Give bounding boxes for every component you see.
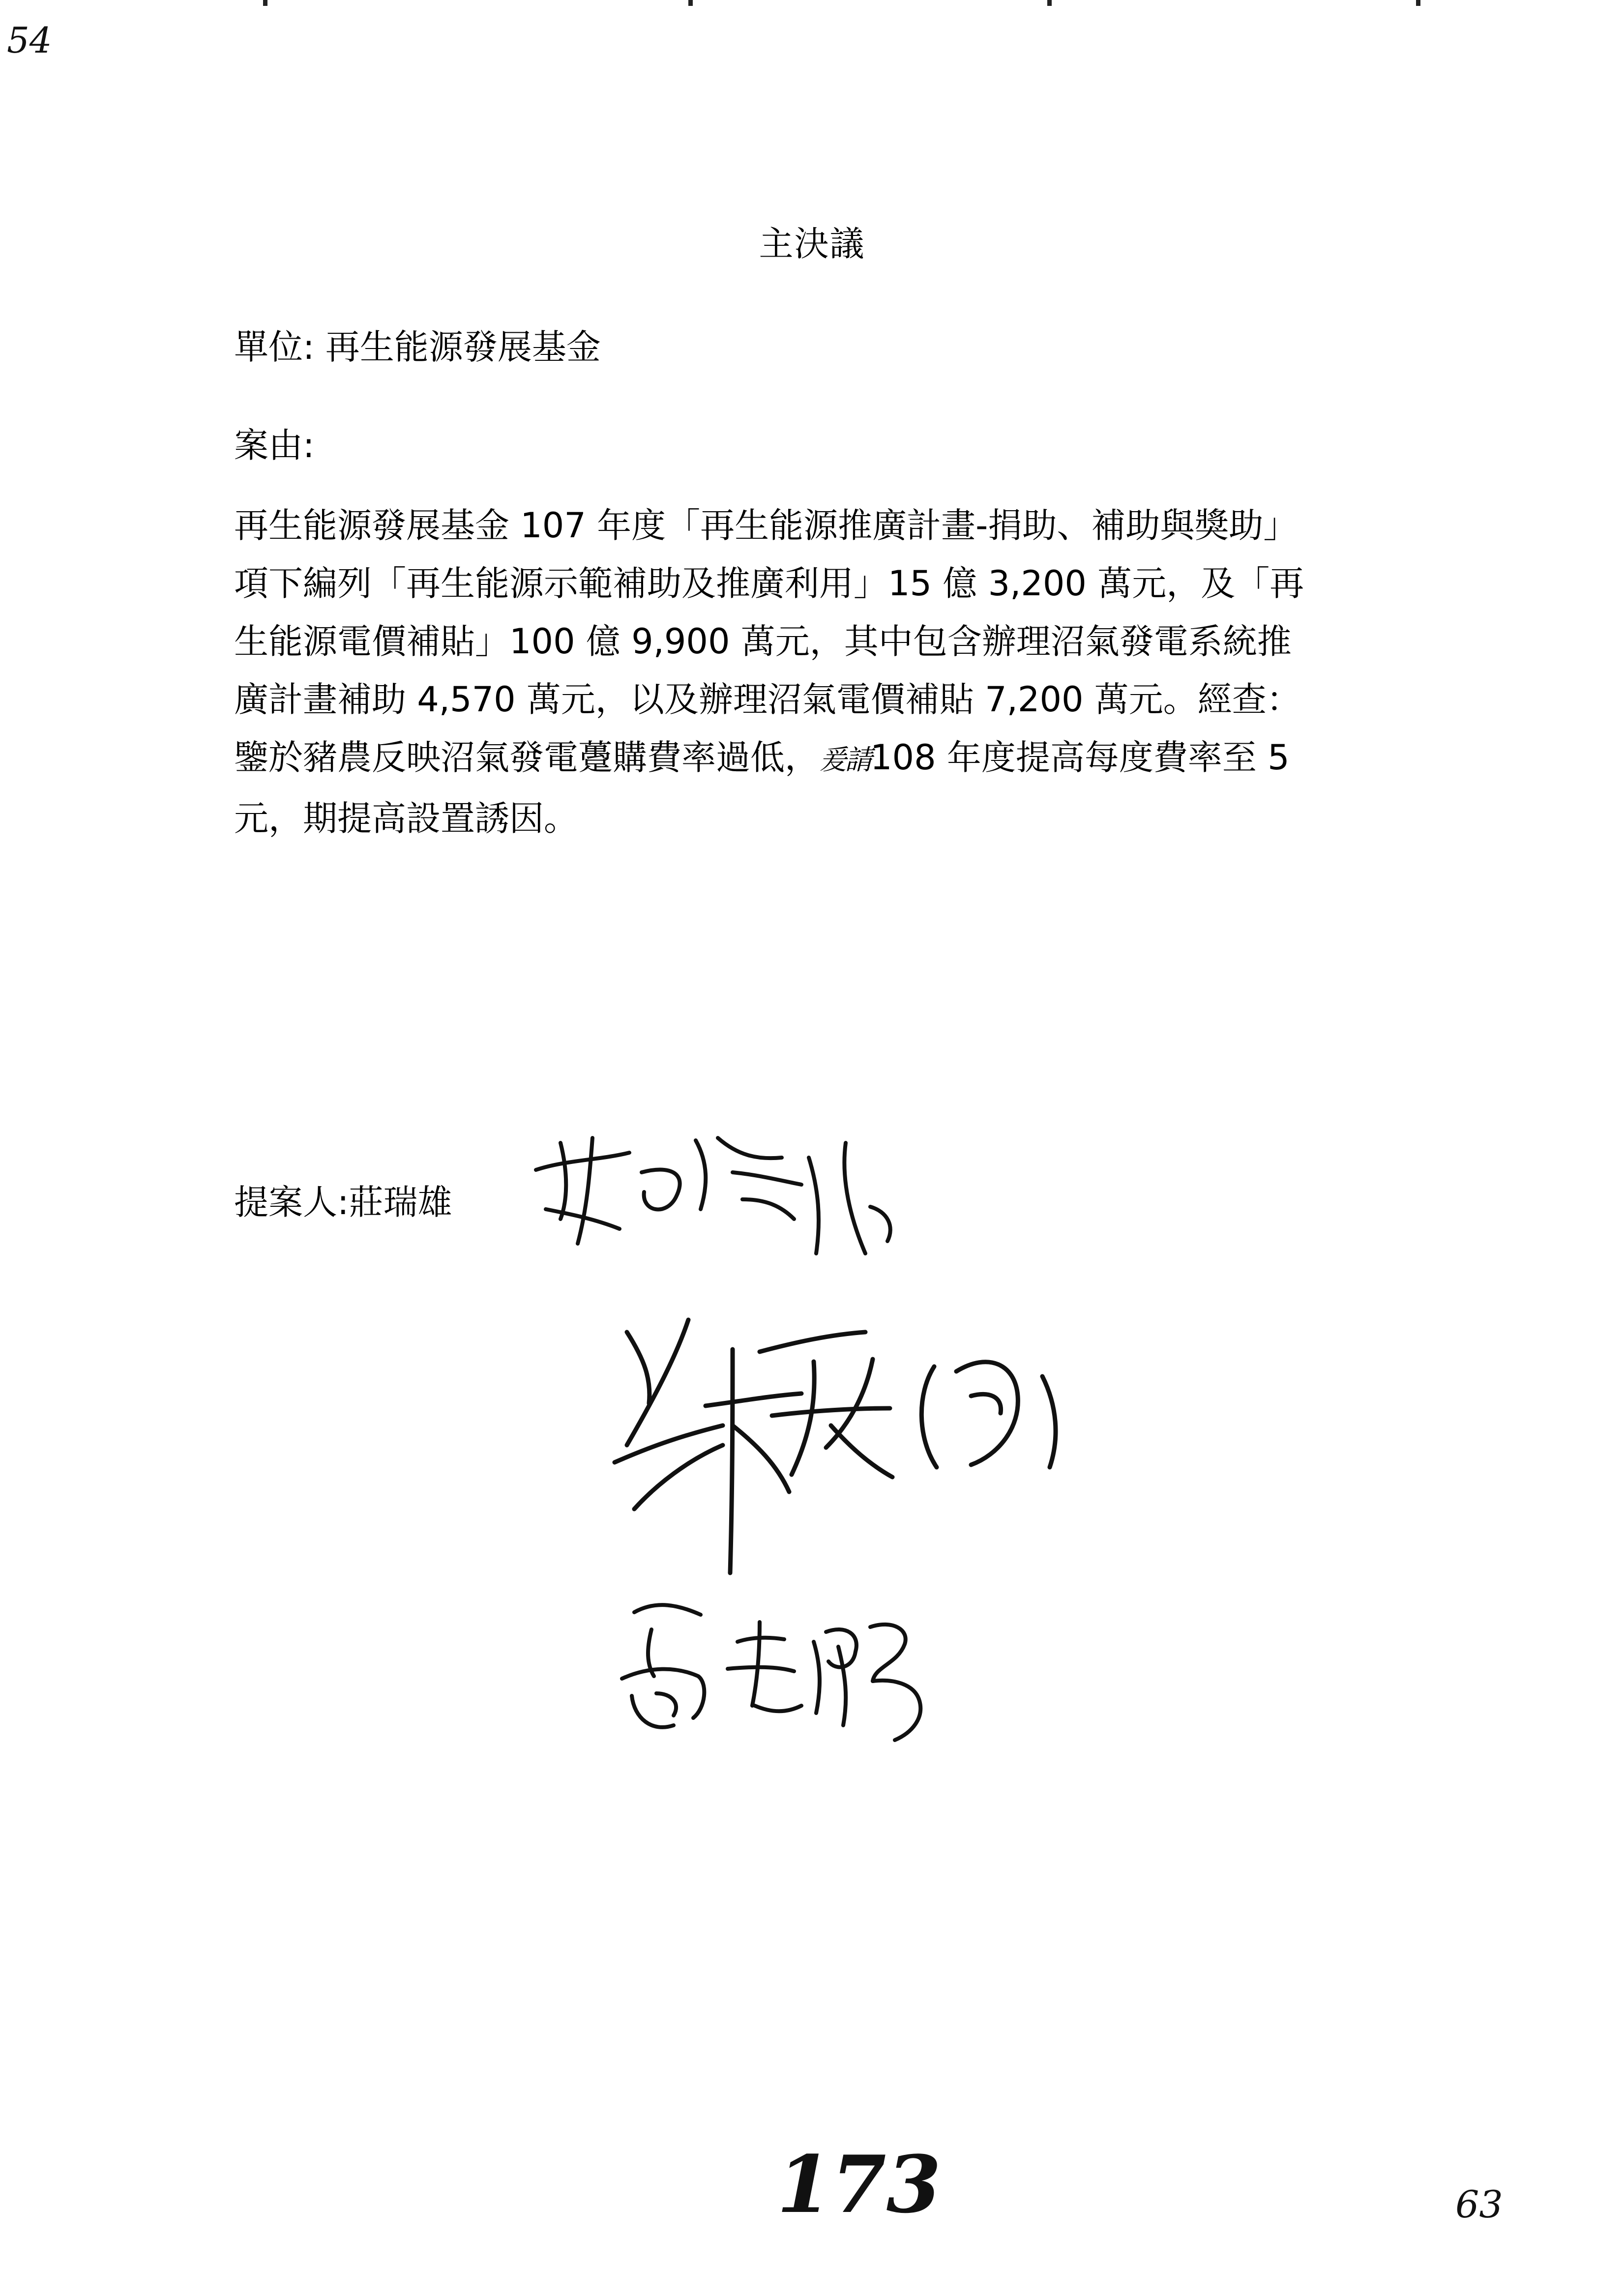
signature-1-strokes [526, 1126, 944, 1273]
bottom-right-annotation: 63 [1455, 2182, 1503, 2226]
body-line-5-start: 鑒於豬農反映沼氣發電躉購費率過低， [234, 737, 819, 778]
body-line-1: 再生能源發展基金 107 年度「再生能源推廣計畫-捐助、補助與獎助」 [234, 505, 1298, 546]
proposer-line: 提案人:莊瑞雄 [234, 1182, 452, 1222]
signature-3 [615, 1593, 939, 1760]
unit-line [234, 320, 601, 369]
signature-2-strokes [610, 1298, 1092, 1602]
reason-label: 案由: [234, 425, 315, 465]
body-line-5 [234, 728, 1380, 789]
resolution-body [234, 496, 1380, 847]
body-line-6: 元，期提高設置誘因。 [234, 798, 578, 839]
body-line-2: 項下編列「再生能源示範補助及推廣利用」15 億 3,200 萬元，及「再 [234, 563, 1304, 604]
corner-annotation: 54 [7, 20, 52, 61]
year-value: 108 [870, 737, 936, 778]
top-scan-marks [0, 0, 1624, 7]
signature-1 [526, 1126, 944, 1273]
unit-label: 單位: [234, 327, 315, 367]
handwritten-insertion: 爰請 [819, 744, 870, 776]
body-line-4: 廣計畫補助 4,570 萬元，以及辦理沼氣電價補貼 7,200 萬元。經查： [234, 679, 1301, 720]
page-number: 173 [777, 2138, 941, 2231]
body-line-3: 生能源電價補貼」100 億 9,900 萬元，其中包含辦理沼氣發電系統推 [234, 621, 1292, 662]
body-line-5-end: 年度提高每度費率至 5 [936, 737, 1290, 778]
unit-value: 再生能源發展基金 [325, 327, 601, 367]
document-title: 主決議 [759, 224, 865, 264]
signature-3-strokes [615, 1593, 939, 1760]
signature-2 [610, 1298, 1092, 1602]
